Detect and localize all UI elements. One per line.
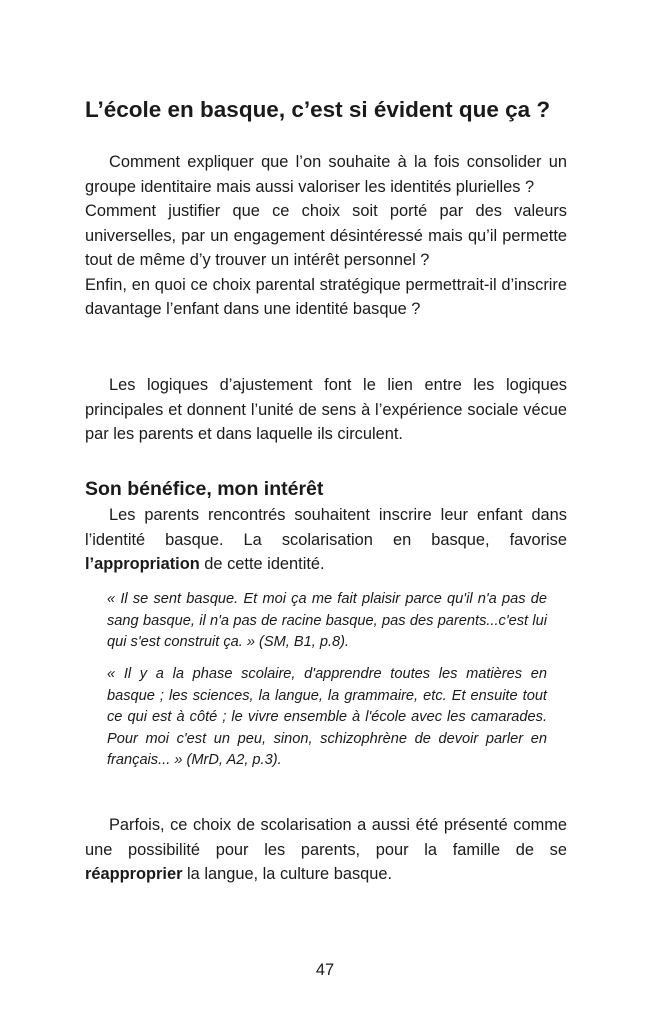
intro-question-1: Comment expliquer que l’on souhaite à la fois consolider un groupe identitaire mais aussi valoriser les identités plurielles ? [85, 153, 567, 196]
paragraph-text: Les parents rencontrés souhaitent inscrire leur enfant dans l’identité basque. La scolarisation en basque, favorise [85, 506, 567, 549]
paragraph-appropriation [85, 503, 567, 577]
intro-question-3: Enfin, en quoi ce choix parental stratégique permettrait-il d’inscrire davantage l’enfant dans une identité basque ? [85, 275, 567, 318]
paragraph-text: de cette identité. [199, 555, 325, 573]
page-number: 47 [315, 961, 335, 979]
section-paragraph-2 [85, 813, 567, 887]
section-title: Son bénéfice, mon intérêt [85, 478, 324, 500]
paragraph-reappropriation [85, 813, 567, 887]
interview-quote-2: « Il y a la phase scolaire, d'apprendre toutes les matières en basque ; les sciences, la langue, la grammaire, etc. Et ensuite tout ce qui est à côté ; le vivre ensemble à l'école avec les camarades. Pour moi c'est un peu, sinon, schizophrène de devoir parler en français... » (MrD, A2, p.3). [107, 666, 547, 768]
bold-term: réapproprier [85, 865, 183, 883]
section-paragraph-1 [85, 503, 567, 577]
bold-term: l’appropriation [85, 555, 200, 573]
intro-block [85, 150, 567, 322]
chapter-title: L’école en basque, c’est si évident que ça ? [85, 97, 551, 122]
adjustment-paragraph: Les logiques d’ajustement font le lien entre les logiques principales et donnent l’unité de sens à l’expérience sociale vécue par les parents et dans laquelle ils circulent. [85, 376, 567, 443]
adjustment-block [85, 373, 567, 447]
interview-quote-1: « Il se sent basque. Et moi ça me fait plaisir parce qu'il n'a pas de sang basque, il n'a pas de racine basque, pas des parents...c'est lui qui s'est construit ça. » (SM, B1, p.8). [107, 591, 547, 650]
paragraph-text: la langue, la culture basque. [182, 865, 393, 883]
paragraph-text: Parfois, ce choix de scolarisation a aussi été présenté comme une possibilité pour les parents, pour la famille de se [85, 816, 567, 859]
intro-question-2: Comment justifier que ce choix soit porté par des valeurs universelles, par un engagement désintéressé mais qu’il permette tout de même d’y trouver un intérêt personnel ? [85, 202, 567, 269]
